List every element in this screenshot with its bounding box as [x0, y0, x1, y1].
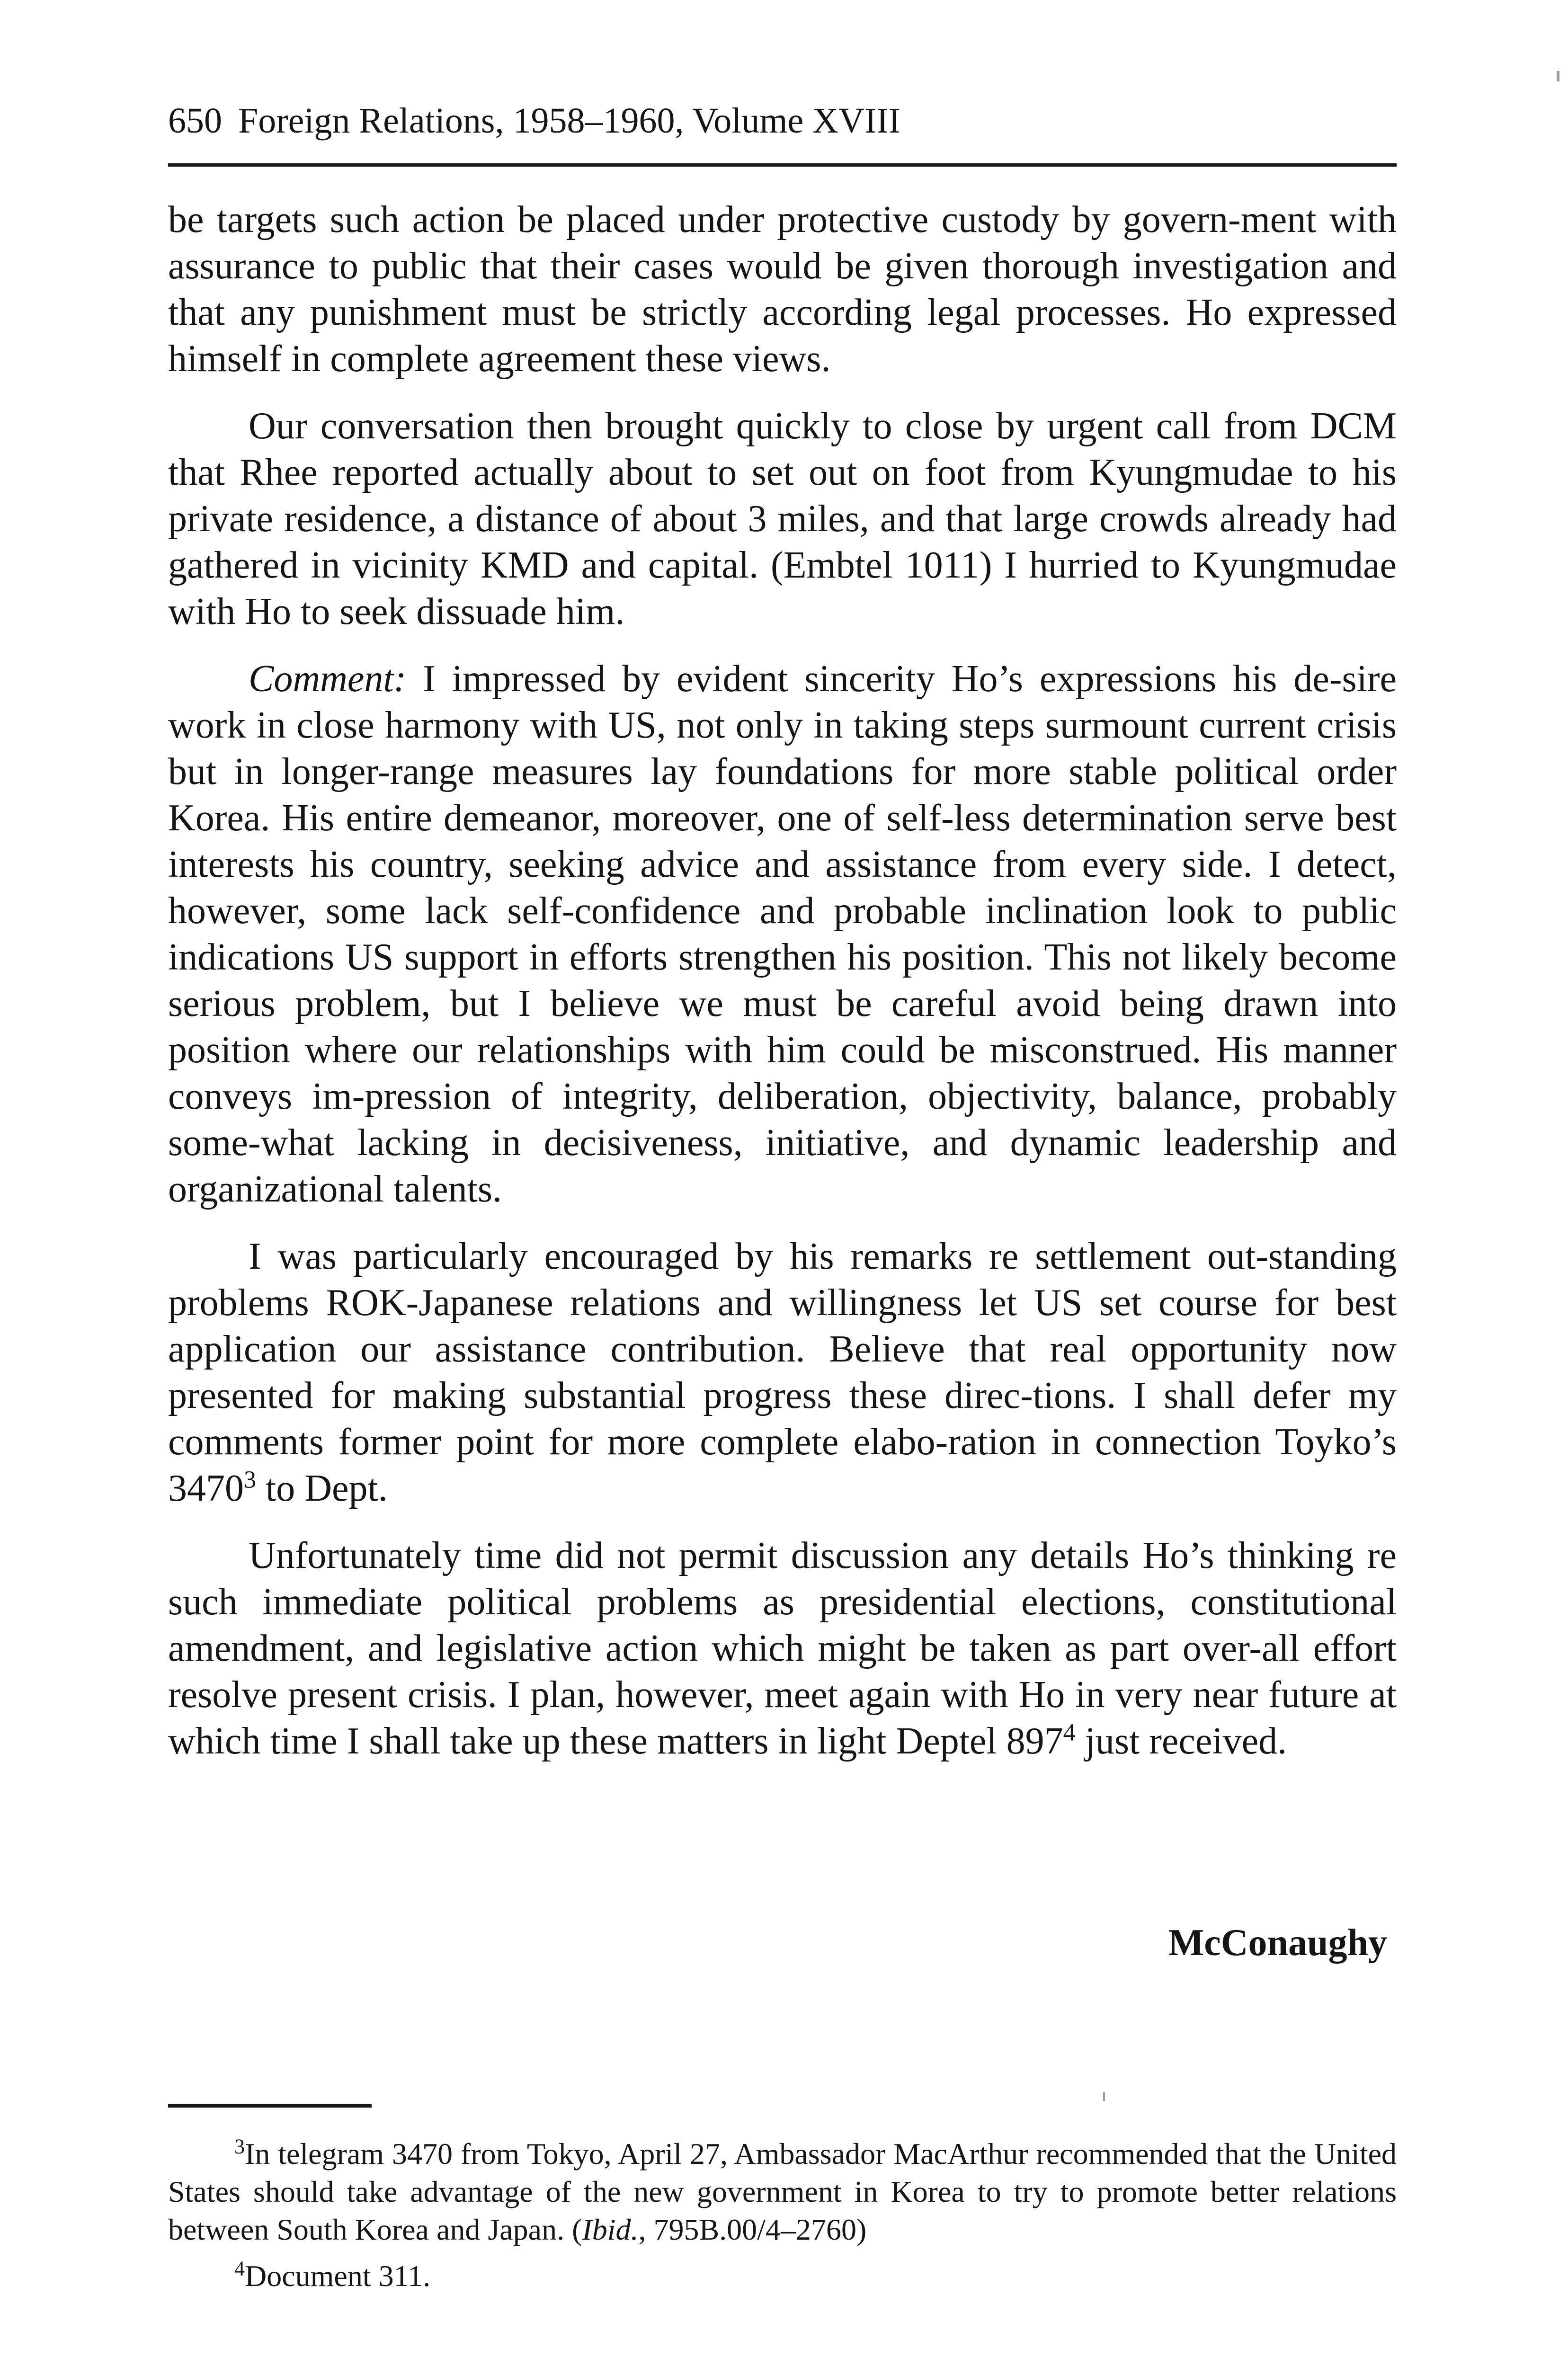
footnote-ref-3: 3 [244, 1466, 256, 1494]
paragraph-encouraged [168, 1233, 1397, 1512]
footnote-ibid: Ibid. [582, 2213, 639, 2246]
signature: McConaughy [1168, 1922, 1387, 1964]
footnote-text: Document 311. [245, 2259, 431, 2293]
paragraph-continued: be targets such action be placed under protective custody by govern-ment with assurance to public that their cases would be given thorough investigation and that any punishment must be strictly according legal processes. Ho expressed himself in complete agreement these views. [168, 199, 1397, 380]
paragraph-comment [168, 656, 1397, 1212]
comment-label: Comment: [249, 658, 407, 700]
footnote-ref-4: 4 [1063, 1719, 1076, 1746]
footnote-citation: , 795B.00/4–2760) [638, 2213, 867, 2246]
footnote-number: 4 [234, 2257, 245, 2280]
paragraph-encouraged-end: to Dept. [256, 1468, 388, 1509]
paragraph-unfortunately-text: Unfortunately time did not permit discussion any details Ho’s thinking re such immediate political problems as presidential elections, constitutional amendment, and legislative action which might be taken as part over-all effort resolve present crisis. I plan, however, meet again with Ho in very near future at which time I shall take up these matters in light Deptel 897 [168, 1535, 1397, 1762]
document-page [168, 95, 1399, 2293]
paragraph-conversation: Our conversation then brought quickly to close by urgent call from DCM that Rhee reported actually about to set out on foot from Kyungmudae to his private residence, a distance of about 3 miles, and that large crowds already had gathered in vicinity KMD and capital. (Embtel 1011) I hurried to Kyungmudae with Ho to seek dissuade him. [168, 405, 1397, 632]
comment-text: I impressed by evident sincerity Ho’s expressions his de-sire work in close harmony with US, not only in taking steps surmount current crisis but in longer-range measures lay foundations for more stable political order Korea. His entire demeanor, moreover, one of self-less determination serve best interests his country, seeking advice and assistance from every side. I detect, however, some lack self-confidence and probable inclination look to public indications US support in efforts strengthen his position. This not likely become serious problem, but I believe we must be careful avoid being drawn into position where our relationships with him could be misconstrued. His manner conveys im-pression of integrity, deliberation, objectivity, balance, probably some-what lacking in decisiveness, initiative, and dynamic leadership and organizational talents. [168, 658, 1397, 1210]
running-head [168, 95, 1399, 156]
header-rule [168, 163, 1397, 167]
paragraph-encouraged-text: I was particularly encouraged by his remarks re settlement out-standing problems ROK-Japanese relations and willingness let US set course for best application our assistance contribution. Believe that real opportunity now presented for making substantial progress these direc-tions. I shall defer my comments former point for more complete elabo-ration in connection Toyko’s 3470 [168, 1236, 1397, 1509]
scan-mark [1103, 2092, 1105, 2101]
footnote-3 [168, 2135, 1397, 2249]
scan-mark [1557, 71, 1559, 81]
volume-title: Foreign Relations, 1958–1960, Volume XVIII [238, 101, 900, 141]
footnotes [168, 2135, 1397, 2304]
body-text [168, 196, 1397, 1785]
page-number: 650 [168, 101, 222, 141]
footnote-text: In telegram 3470 from Tokyo, April 27, Ambassador MacArthur recommended that the United States should take advantage of the new government in Korea to try to promote better relations between South Korea and Japan. ( [168, 2137, 1397, 2246]
footnote-4 [168, 2257, 1397, 2295]
paragraph-unfortunately-end: just received. [1075, 1720, 1287, 1762]
footnote-rule [168, 2104, 372, 2108]
footnote-number: 3 [234, 2135, 245, 2158]
paragraph-unfortunately [168, 1532, 1397, 1764]
